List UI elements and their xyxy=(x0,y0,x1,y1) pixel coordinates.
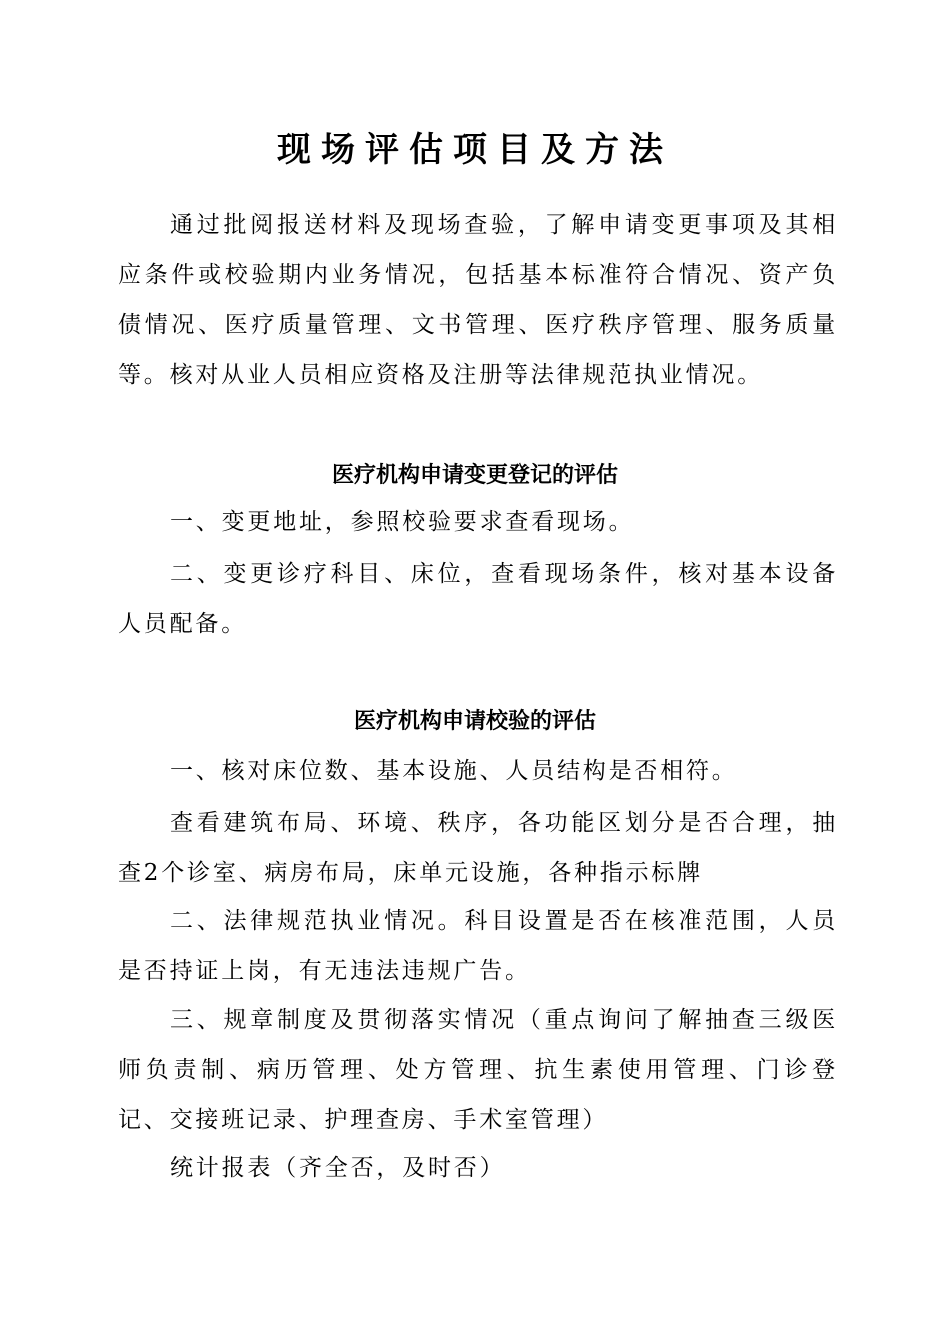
section1-heading: 医疗机构申请变更登记的评估 xyxy=(331,462,618,488)
section2-item-2: 查看建筑布局、环境、秩序，各功能区划分是否合理，抽查2个诊室、病房布局，床单元设施，各种指示标牌 xyxy=(118,810,838,886)
intro-paragraph: 通过批阅报送材料及现场查验，了解申请变更事项及其相应条件或校验期内业务情况，包括基本标准符合情况、资产负债情况、医疗质量管理、文书管理、医疗秩序管理、服务质量等。核对从业人员相应资格及注册等法律规范执业情况。 xyxy=(118,212,838,388)
section2-item-1: 一、核对床位数、基本设施、人员结构是否相符。 xyxy=(170,758,738,784)
section2-heading: 医疗机构申请校验的评估 xyxy=(353,708,596,734)
section2-item-5: 统计报表（齐全否，及时否） xyxy=(170,1155,506,1181)
section2-item-4: 三、规章制度及贯彻落实情况（重点询问了解抽查三级医师负责制、病历管理、处方管理、抗生素使用管理、门诊登记、交接班记录、护理查房、手术室管理） xyxy=(118,1007,838,1133)
section1-item-2: 二、变更诊疗科目、床位，查看现场条件，核对基本设备人员配备。 xyxy=(118,561,838,637)
section2-item-3: 二、法律规范执业情况。科目设置是否在核准范围，人员是否持证上岗，有无违法违规广告。 xyxy=(118,908,838,984)
section1-item-1: 一、变更地址，参照校验要求查看现场。 xyxy=(170,509,635,535)
page-title: 现场评估项目及方法 xyxy=(277,130,673,170)
